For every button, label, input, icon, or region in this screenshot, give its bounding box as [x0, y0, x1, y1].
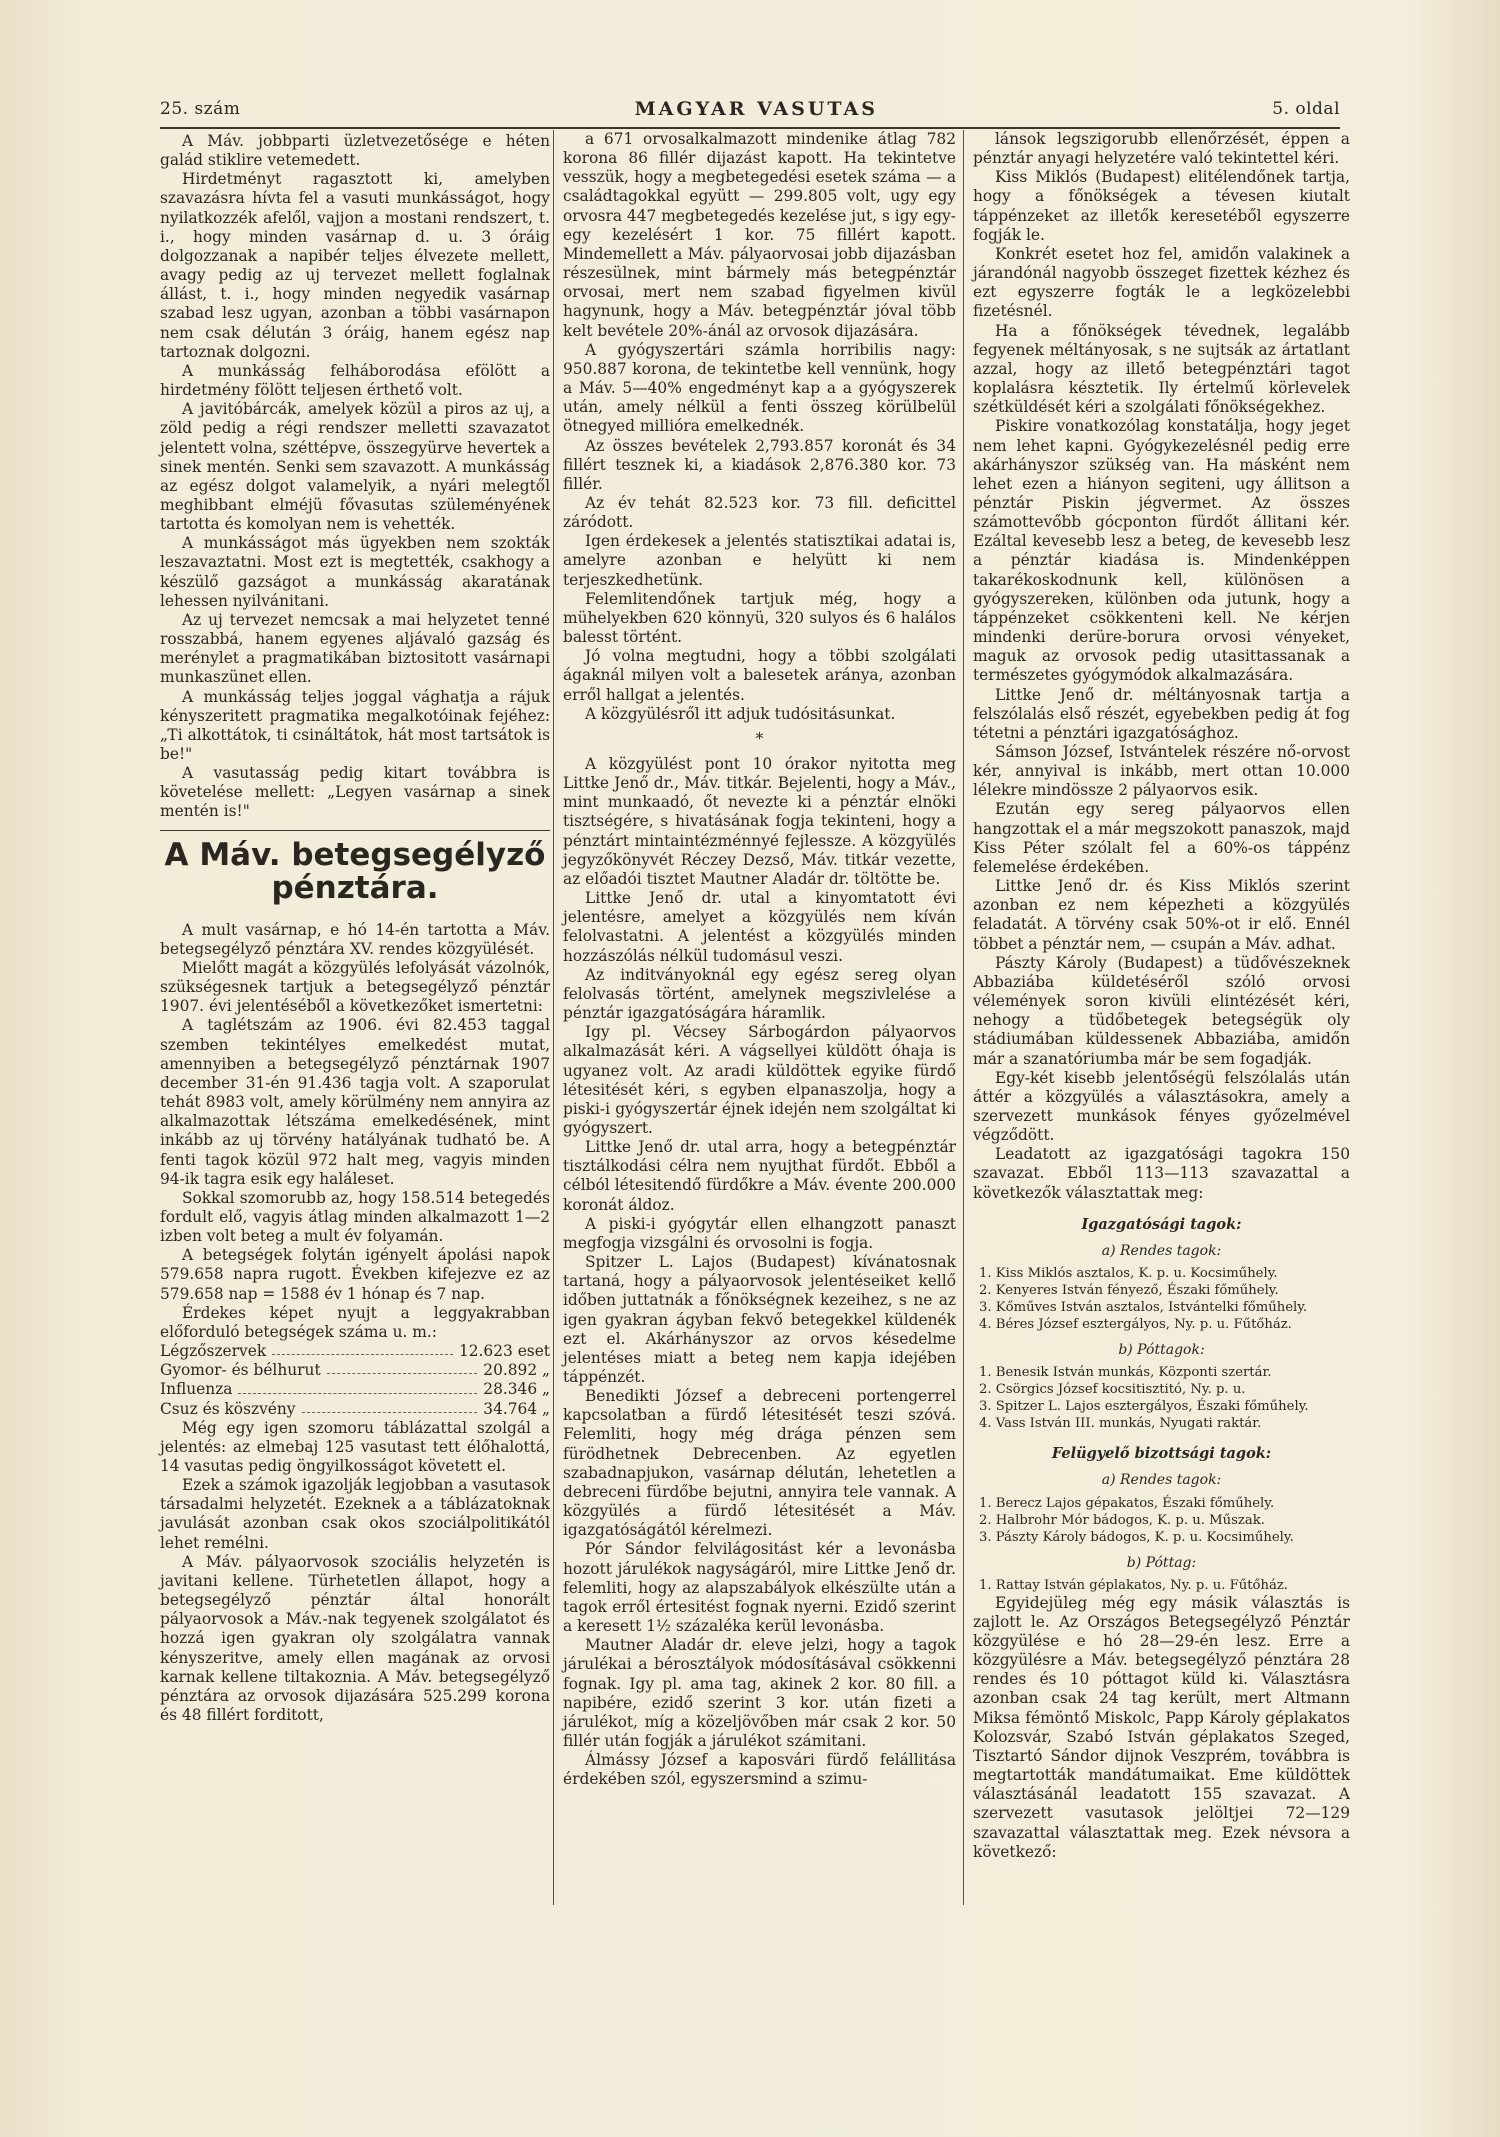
section-star: * — [755, 729, 764, 748]
board-substitute-list — [979, 1364, 1350, 1432]
column-1 — [160, 132, 550, 1725]
column-3 — [963, 130, 1350, 1905]
list-item: 3. Kőműves István asztalos, Istvántelki főműhely. — [979, 1300, 1308, 1316]
board-regular-list — [979, 1265, 1350, 1333]
regular-members-subheading: a) Rendes tagok: — [1101, 1242, 1222, 1259]
paragraph: Igy pl. Vécsey Sárbogárdon pályaorvos alkalmazását kéri. A vágsellyei küldött óhaja is ugyanez volt. Az aradi küldöttek egyike fürdő létesitését kéri, s egyben elpanaszolja, hogy a piski-i gyógyszertár éjnek idején nem szolgáltat ki gyógyszert. — [563, 1023, 956, 1137]
headline-line-1: A Máv. betegsegélyző — [164, 836, 546, 873]
list-item: 1. Berecz Lajos gépakatos, Északi főműhely. — [979, 1495, 1275, 1511]
substitute-members-subheading: b) Póttagok: — [1118, 1342, 1205, 1359]
paragraph: Jó volna megtudni, hogy a többi szolgálati ágaknál milyen volt a balesetek aránya, azonban erről hallgat a jelentés. — [563, 647, 956, 704]
paragraph: Ha a főnökségek tévednek, legalább fegyenek méltányosak, s ne sujtsák az ártatlant azzal, hogy az illető betegpénztári tagot koplalásra késztetik. Ily értelmű körlevelek szétküldését kéri a szolgálati főnökségekhez. — [973, 321, 1350, 417]
paragraph: Igen érdekesek a jelentés statisztikai adatai is, amelyre azonban e helyütt ki nem terjeszkedhetünk. — [563, 532, 956, 589]
headline-line-2: pénztára. — [271, 869, 439, 906]
paragraph: a 671 orvosalkalmazott mindenike átlag 782 korona 86 fillér dijazást kapott. Ha tekintetve vesszük, hogy a megbetegedési esetek száma — a családtagokkal együtt — 299.805 volt, ugy egy orvosra 447 megbetegedés kezelése jut, s igy egy-egy kezelésért 1 kor. 75 fillért kapott. Mindemellett a Máv. pályaorvosai jobb dijazásban részesülnek, mint bármely más betegpénztár orvosai, mert nem szabad figyelmen kivül hagynunk, hogy a Máv. betegpénztár jóval több kelt bevétele 20%-ánál az orvosok dijazására. — [563, 130, 956, 340]
column-2 — [553, 130, 956, 1905]
masthead-title: MAGYAR VASUTAS — [634, 98, 878, 120]
paragraph: Az év tehát 82.523 kor. 73 fill. deficittel záródott. — [563, 493, 956, 532]
paragraph: A munkásságot más ügyekben nem szokták leszavaztatni. Most ezt is megtették, csakhogy a készülő gazságot a munkásság akaratának lehessen nyilvánitani. — [160, 534, 550, 610]
supervisory-board-heading: Felügyelő bizottsági tagok: — [1051, 1445, 1272, 1463]
paragraph: Mautner Aladár dr. eleve jelzi, hogy a tagok járulékai a bérosztályok módosításával csökkenni fognak. Igy pl. ama tag, akinek 2 kor. 80 fill. a napibére, ezidő szerint 3 kor. után fizeti a járulékot, míg a közeljövőben már csak 2 kor. 50 fillér után fogják a járulékot számitani. — [563, 1636, 956, 1750]
article-headline — [160, 836, 550, 906]
paragraph: A munkásság teljes joggal vághatja a rájuk kényszeritett pragmatika megalkotóinak fejéhez: „Ti alkottátok, ti csináltátok, hát most tartsátok is be!" — [160, 687, 550, 763]
paragraph: Az összes bevételek 2,793.857 koronát és 34 fillért tesznek ki, a kiadások 2,876.380 kor. 73 fillér. — [563, 436, 956, 493]
page-header — [160, 92, 1340, 126]
paragraph: Egyidejüleg még egy másik választás is zajlott le. Az Országos Betegsegélyző Pénztár közgyülése e hó 28—29-én lesz. Erre a közgyülésre a Máv. betegsegélyző pénztára 28 rendes és 10 póttagot küld ki. Választásra azonban csak 24 tag került, mert Altmann Miksa fémöntő Miskolc, Papp Károly géplakatos Kolozsvár, Szabó István géplakatos Szeged, Tisztartó Sándor dijnok Veszprém, továbbra is megtartották mandátumaikat. Eme küldöttek választásánál leadatott 155 szavazat. A szervezett vasutasok jelöltjei 72—129 szavazattal választattak meg. Ezek névsora a következő: — [973, 1593, 1350, 1861]
stat-row: Légzőszervek 12.623 eset — [160, 1342, 550, 1361]
paragraph: Egy-két kisebb jelentőségü felszólalás után áttér a közgyülés a választásokra, amely a szervezett munkások fényes győzelmével végződött. — [973, 1068, 1350, 1145]
paragraph: A vasutasság pedig kitart továbbra is követelése mellett: „Legyen vasárnap a sinek mentén is!" — [160, 764, 550, 821]
paragraph: Álmássy József a kaposvári fürdő felállitása érdekében szól, egyszersmind a szimu- — [563, 1751, 956, 1789]
paragraph: Sokkal szomorubb az, hogy 158.514 betegedés fordult elő, vagyis átlag minden alkalmazott 1—2 izben volt beteg a mult év folyamán. — [160, 1188, 550, 1246]
section-divider — [160, 830, 550, 831]
page-number: 5. oldal — [1272, 99, 1340, 119]
paragraph: Benedikti József a debreceni portengerrel kapcsolatban a fürdő létesitését teszi szóvá. Felemliti, hogy még drága pénzen sem fürödhetnek Debrecenben. Az egyetlen szabadnapjukon, vasárnap délután, lehetetlen a debreceni fürdőbe bejutni, annyira tele vannak. A közgyülés a fürdő létesitését a Máv. igazgatóságától kérelmezi. — [563, 1387, 956, 1540]
list-item: 1. Benesik István munkás, Központi szertár. — [979, 1365, 1272, 1381]
paragraph: Konkrét esetet hoz fel, amidőn valakinek a járandónál nagyobb összeget fizettek kézhez és ezt egyszerre fogták le a legközelebbi fizetésnél. — [973, 244, 1350, 321]
paragraph: Mielőtt magát a közgyülés lefolyását vázolnók, szükségesnek tartjuk a betegsegélyző pénztár 1907. évi jelentéséből a következőket ismertetni: — [160, 958, 550, 1016]
stat-row: Csuz és köszvény 34.764 „ — [160, 1399, 550, 1418]
paragraph: Felemlitendőnek tartjuk még, hogy a mühelyekben 620 könnyü, 320 sulyos és 6 halálos balesst történt. — [563, 589, 956, 647]
paragraph: A munkásság felháborodása efölött a hirdetmény fölött teljesen érthető volt. — [160, 361, 550, 400]
paragraph: A mult vasárnap, e hó 14-én tartotta a Máv. betegsegélyző pénztára XV. rendes közgyülését. — [160, 920, 550, 958]
header-rule — [160, 127, 1340, 129]
paragraph: Littke Jenő dr. és Kiss Miklós szerint azonban ez nem képezheti a közgyülés feladatát. A törvény csak 50%-ot ir elő. Ennél többet a pénztár nem, — csupán a Máv. adhat. — [973, 877, 1350, 953]
paragraph: Az uj tervezet nemcsak a mai helyzetet tenné rosszabbá, hanem egyenes aljávaló gazság és merénylet a pragmatikában biztositott vasárnapi munkaszünet ellen. — [160, 610, 550, 687]
list-item: 3. Pászty Károly bádogos, K. p. u. Kocsiműhely. — [979, 1529, 1294, 1545]
paragraph: Piskire vonatkozólag konstatálja, hogy jeget nem lehet kapni. Gyógykezelésnél pedig erre akárhányszor szükség van. Ha másként nem lehet ezen a hiányon segiteni, ugy állitson a pénztár Piskin jégvermet. Az összes számottevőbb gócponton fürdőt állitani kér. Ezáltal kevesebb lesz a beteg, de kevesebb lesz a pénztár kiadása is. Mindenképpen takarékoskodnunk kell, különösen a gyógyszereken, különben oda jutunk, hogy a táppénzeket csökkenteni kell. Ne kérjen mindenki derüre-borura orvosi vényeket, maguk az orvosok pedig utasittassanak a természetes gyógymódok alkalmazására. — [973, 417, 1350, 685]
paragraph: Kiss Miklós (Budapest) elitélendőnek tartja, hogy a főnökségek a tévesen kiutalt táppénzeket az illetők keresetéből egyszerre fogják le. — [973, 168, 1350, 244]
board-members-heading: Igazgatósági tagok: — [1081, 1215, 1242, 1233]
list-item: 4. Vass István III. munkás, Nyugati raktár. — [979, 1416, 1262, 1432]
paragraph: A gyógyszertári számla horribilis nagy: 950.887 korona, de tekintetbe kell vennünk, hogy a Máv. 5—40% engedményt kap a a gyógyszerek után, amely nélkül a fenti összeg körülbelül ötnegyed millióra emelkednék. — [563, 340, 956, 436]
substitute-member-subheading: b) Póttag: — [1126, 1554, 1197, 1571]
paragraph: A piski-i gyógytár ellen elhangzott panaszt megfogja vizsgálni és orvosolni is fogja. — [563, 1214, 956, 1252]
paragraph: A közgyülésről itt adjuk tudósitásunkat. — [585, 704, 896, 723]
list-item: 1. Kiss Miklós asztalos, K. p. u. Kocsiműhely. — [979, 1266, 1278, 1282]
list-item: 3. Spitzer L. Lajos esztergályos, Északi főműhely. — [979, 1399, 1309, 1415]
paragraph: Leadatott az igazgatósági tagokra 150 szavazat. Ebből 113—113 szavazattal a következők választattak meg: — [973, 1145, 1350, 1202]
list-item: 1. Rattay István géplakatos, Ny. p. u. Fűtőház. — [979, 1577, 1288, 1593]
paragraph: A taglétszám az 1906. évi 82.453 taggal szemben tekintélyes emelkedést mutat, amennyiben a betegsegélyző pénztárnak 1907 december 31-én 91.436 tagja volt. A szaporulat tehát 8983 volt, amely körülmény nem annyira az alkalmazottak létszáma emelkedésének, mint inkább az uj törvény hatályának tudható be. A fenti tagok közül 972 halt meg, vagyis minden 94-ik tagra esik egy haláleset. — [160, 1016, 550, 1188]
paragraph: Pászty Károly (Budapest) a tüdővészeknek Abbaziába küldetéséről szóló orvosi vélemények soron kivüli elintézését kéri, nehogy a tüdőbetegek betegségük oly stádiumában küldessenek Abbaziába, amidőn már a szanatóriumba már be sem fogadják. — [973, 953, 1350, 1068]
paragraph: A betegségek folytán igényelt ápolási napok 579.658 napra rugott. Években kifejezve ez az 579.658 nap = 1588 év 1 hónap és 7 nap. — [160, 1246, 550, 1303]
paragraph: Az inditványoknál egy egész sereg olyan felolvasás történt, amelynek megszivlelése a pénztár igazgatóságára háramlik. — [563, 965, 956, 1023]
paragraph: Sámson József, Istvántelek részére nő-orvost kér, annyival is inkább, mert ottan 10.000 lélekre mindössze 2 pályaorvos esik. — [973, 743, 1350, 800]
paragraph: A Máv. jobbparti üzletvezetősége e héten galád stiklire vetemedett. — [160, 132, 550, 170]
list-item: 2. Csörgics József kocsitisztitó, Ny. p. u. — [979, 1382, 1246, 1398]
list-item: 2. Halbrohr Mór bádogos, K. p. u. Műszak. — [979, 1512, 1265, 1528]
list-item: 2. Kenyeres István fényező, Északi főműhely. — [979, 1283, 1279, 1299]
issue-number: 25. szám — [160, 99, 241, 119]
supervisory-substitute-list — [979, 1577, 1350, 1594]
paragraph: A közgyülést pont 10 órakor nyitotta meg Littke Jenő dr., Máv. titkár. Bejelenti, hogy a Máv., mint munkaadó, őt nevezte ki a pénztár elnöki tisztségére, s hivatásának fogja tekinteni, hogy a pénztárt mintaintézménnyé fejlessze. A közgyülés jegyzőkönyvét Réczey Dezső, Máv. titkár vezette, az előadói tisztet Mautner Aladár dr. töltötte be. — [563, 755, 956, 888]
paragraph: lánsok legszigorubb ellenőrzését, éppen a pénztár anyagi helyzetére való tekintettel kéri. — [973, 130, 1350, 168]
list-item: 4. Béres József esztergályos, Ny. p. u. Fűtőház. — [979, 1317, 1292, 1333]
paragraph: Littke Jenő dr. méltányosnak tartja a felszólalás első részét, egyebekben pedig át fog tétetni a pénztári igazgatósághoz. — [973, 685, 1350, 742]
paragraph: Hirdetményt ragasztott ki, amelyben szavazásra hívta fel a vasuti munkásságot, hogy nyilatkozzék afelől, vajjon a mostani rendszert, t. i., hogy minden vasárnap d. u. 3 óráig dolgozzanak a napibér teljes élvezete mellett, avagy pedig az uj tervezet mellett foglalnak állást, t. i., hogy minden negyedik vasárnap szabad lesz ugyan, azonban a többi vasárnapon nem csak délután 3 óráig, hanem egész nap tartoznak dolgozni. — [160, 170, 550, 361]
paragraph: Ezután egy sereg pályaorvos ellen hangzottak el a már megszokott panaszok, majd Kiss Péter szólalt fel a 60%-os táppénz felemelése érdekében. — [973, 800, 1350, 876]
paragraph: Littke Jenő dr. utal arra, hogy a betegpénztár tisztálkodási célra nem nyujthat fürdőt. Ebből a célból létesitendő fürdőkre a Máv. évente 200.000 koronát áldoz. — [563, 1138, 956, 1214]
paragraph: Ezek a számok igazolják legjobban a vasutasok társadalmi helyzetét. Ezeknek a a táblázatoknak javulását azonban csak okos szociálpolitikától lehet remélni. — [160, 1476, 550, 1552]
paragraph: Pór Sándor felvilágositást kér a levonásba hozott járulékok nagyságáról, mire Littke Jenő dr. felemliti, hogy az alapszabályok elkészülte után a tagok erről értesitést fognak nyerni. Ezidő szerint a keresett 1½ százaléka kerül levonásba. — [563, 1540, 956, 1636]
paragraph: Még egy igen szomoru táblázattal szolgál a jelentés: az elmebaj 125 vasutast tett élőhalottá, 14 vasutas pedig öngyilkosságot követett el. — [160, 1418, 550, 1475]
stat-row: Gyomor- és bélhurut 20.892 „ — [160, 1361, 550, 1380]
paragraph: Spitzer L. Lajos (Budapest) kívánatosnak tartaná, hogy a pályaorvosok jelentéseiket kellő időben juttatnák a főnökségnek kezeihez, s ne az igen gyakran ágyban fekvő betegekkel küldenék ezt el. Akárhányszor az orvos késedelme jelentéses miatt a beteg nem kapja idejében táppénzét. — [563, 1253, 956, 1386]
stat-row: Influenza 28.346 „ — [160, 1380, 550, 1399]
paragraph: A javitóbárcák, amelyek közül a piros az uj, a zöld pedig a régi rendszer melletti szavazatot jelentett volna, széttépve, összegyürve hevertek a sinek mentén. Senki sem szavazott. A munkásság az egész dolgot valamelyik, a nyári melegtől meghibbant elméjü fővasutas szüleményének tartotta és komolyan nem is vehették. — [160, 400, 550, 534]
paragraph: Littke Jenő dr. utal a kinyomtatott évi jelentésre, amelyet a közgyülés nem kíván felolvastatni. A jelentést a közgyülés minden hozzászólás nélkül tudomásul veszi. — [563, 889, 956, 965]
supervisory-regular-list — [979, 1495, 1350, 1546]
disease-statistics — [160, 1342, 550, 1419]
regular-members-subheading: a) Rendes tagok: — [1101, 1472, 1222, 1489]
paragraph: A Máv. pályaorvosok szociális helyzetén is javitani kellene. Türhetetlen állapot, hogy a betegsegélyző pénztár által honorált pályaorvosok a Máv.-nak tegyenek szolgálatot és hozzá igen gyakran oly szolgálatra vannak kényszeritve, amely ellen magának az orvosi karnak kellene tiltakoznia. A Máv. betegsegélyző pénztára az orvosok dijazására 525.299 korona és 48 fillért forditott, — [160, 1552, 550, 1725]
paragraph: Érdekes képet nyujt a leggyakrabban előforduló betegségek száma u. m.: — [160, 1303, 550, 1341]
